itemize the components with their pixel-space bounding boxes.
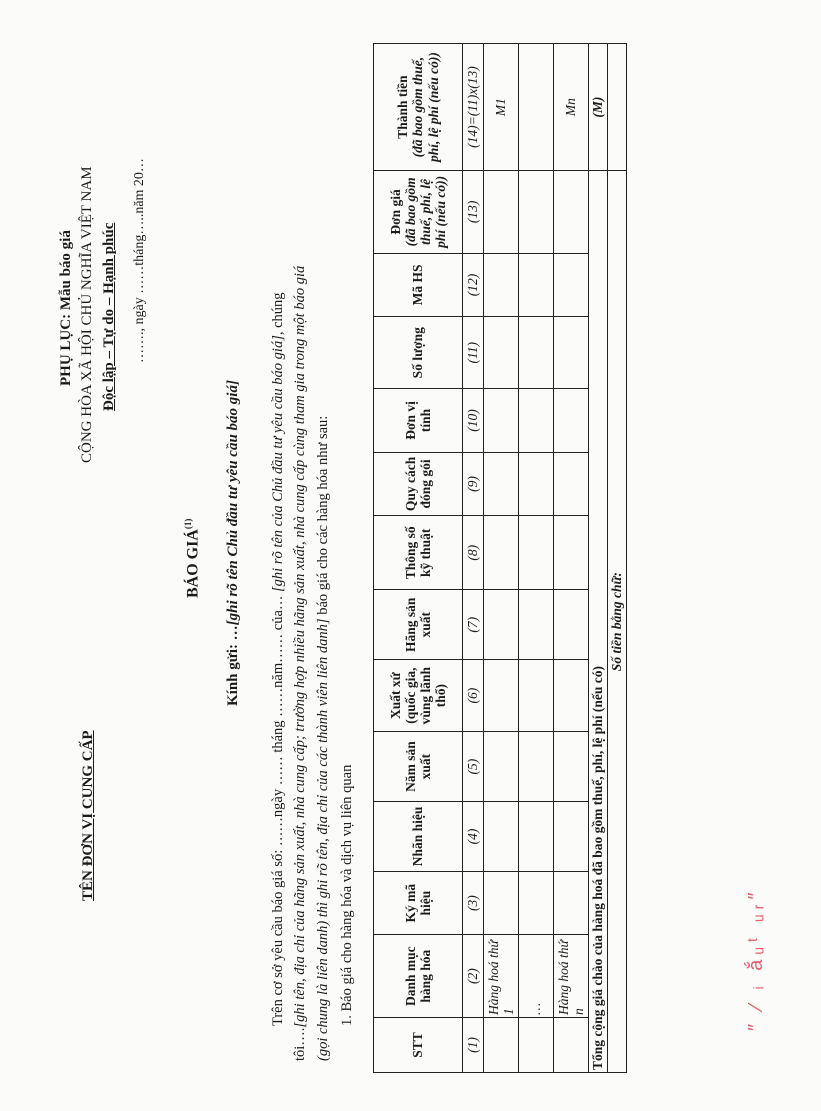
cell	[484, 660, 519, 732]
document-title	[183, 519, 202, 598]
cell	[554, 871, 589, 935]
body-line-1	[270, 292, 287, 1026]
cell	[484, 732, 519, 802]
col-quantity: Số lượng	[374, 317, 463, 389]
cell	[554, 1017, 589, 1072]
cell	[484, 317, 519, 389]
col-year: Năm sản xuất	[374, 732, 463, 802]
appendix-title: PHỤ LỤC: Mẫu báo giá	[58, 230, 74, 386]
col-brand: Nhãn hiệu	[374, 802, 463, 872]
item-name-cell: Hàng hoá thứ n	[554, 935, 589, 1018]
body-line-3	[315, 416, 332, 1061]
cell	[484, 1017, 519, 1072]
index-cell: (10)	[463, 389, 484, 453]
item-name-cell: …	[519, 935, 554, 1018]
cell	[519, 317, 554, 389]
quotation-table	[373, 43, 627, 1073]
index-cell: (5)	[463, 732, 484, 802]
cell	[554, 590, 589, 660]
cell	[484, 871, 519, 935]
cell	[554, 317, 589, 389]
amount-in-words-value	[608, 44, 627, 171]
col-specs: Thông số kỹ thuật	[374, 516, 463, 590]
cell	[484, 802, 519, 872]
table-row	[519, 44, 554, 1073]
recipient-line	[225, 380, 242, 706]
amount-cell	[519, 44, 554, 171]
cell	[554, 253, 589, 317]
cell	[519, 871, 554, 935]
index-cell: (9)	[463, 452, 484, 516]
amount-in-words-row	[608, 44, 627, 1073]
body-line-3-a: (gọi chung là liên danh) thì ghi rõ tên, địa chỉ của các thành viên liên danh]	[315, 618, 331, 1061]
index-cell: (3)	[463, 871, 484, 935]
index-cell: (12)	[463, 253, 484, 317]
total-row-value: (M)	[589, 44, 608, 171]
table-header-row	[374, 44, 463, 1073]
col-unit-price	[374, 171, 463, 254]
table-row	[484, 44, 519, 1073]
index-cell: (1)	[463, 1017, 484, 1072]
cell	[554, 802, 589, 872]
index-cell: (13)	[463, 171, 484, 254]
unit-price-note: (đã bao gồm thuế, phí, lệ phí (nếu có))	[402, 175, 449, 248]
amount-in-words-label: Số tiền bằng chữ:	[608, 171, 627, 1073]
title-text: BÁO GIÁ	[184, 529, 202, 598]
index-row	[463, 44, 484, 1073]
amount-cell: Mn	[554, 44, 589, 171]
recipient-label: Kính gửi: …	[225, 625, 241, 706]
body-line-4: 1. Báo giá cho hàng hóa và dịch vụ liên quan	[339, 764, 355, 1026]
cell	[484, 171, 519, 254]
cell	[519, 660, 554, 732]
index-cell: (11)	[463, 317, 484, 389]
col-unit: Đơn vị tính	[374, 389, 463, 453]
provider-unit-heading: TÊN ĐƠN VỊ CUNG CẤP	[80, 730, 96, 901]
body-line-1-b: [ghi rõ tên của Chủ đầu tư yêu cầu báo giá]	[270, 335, 286, 592]
col-code: Ký mã hiệu	[374, 871, 463, 935]
col-total	[374, 44, 463, 171]
col-stt: STT	[374, 1017, 463, 1072]
cell	[484, 516, 519, 590]
cell	[519, 452, 554, 516]
cell	[554, 732, 589, 802]
date-line: ……., ngày ……tháng…..năm 20…	[132, 158, 147, 363]
col-item: Danh mục hàng hóa	[374, 935, 463, 1018]
cell	[554, 660, 589, 732]
motto: Độc lập – Tự do – Hạnh phúc	[101, 222, 117, 411]
title-footnote-mark: (1)	[183, 518, 193, 530]
body-line-3-b: báo giá cho các hàng hóa như sau:	[315, 415, 331, 619]
body-line-1-c: , chúng	[270, 292, 286, 336]
cell	[519, 171, 554, 254]
index-cell: (14)=(11)x(13)	[463, 44, 484, 171]
index-cell: (8)	[463, 516, 484, 590]
cell	[484, 389, 519, 453]
index-cell: (7)	[463, 590, 484, 660]
recipient-value: [ghi rõ tên Chủ đầu tư yêu cầu báo giá]	[225, 380, 241, 626]
body-line-1-a: Trên cơ sở yêu cầu báo giá số: ……ngày …… tháng ……năm…… của…	[270, 595, 286, 1026]
cell	[554, 389, 589, 453]
col-origin: Xuất xứ (quốc gia, vùng lãnh thổ)	[374, 660, 463, 732]
col-manufacturer: Hãng sản xuất	[374, 590, 463, 660]
total-label: Thành tiền	[395, 75, 411, 139]
cell	[519, 253, 554, 317]
cell	[519, 516, 554, 590]
col-packaging: Quy cách đóng gói	[374, 452, 463, 516]
item-name-cell: Hàng hoá thứ 1	[484, 935, 519, 1018]
table-row	[554, 44, 589, 1073]
col-hs-code: Mã HS	[374, 253, 463, 317]
red-stamp-fragment: ″ ⁄ ᵢ ắᵤᵗ ᵤᵣ″	[745, 887, 767, 1031]
cell	[484, 590, 519, 660]
body-line-2-b: [ghi tên, địa chỉ của hãng sản xuất, nhà cung cấp; trường hợp nhiều hãng sản xuất, nhà cung cấp cùng tham gia trong một báo giá	[292, 265, 308, 1028]
cell	[554, 516, 589, 590]
cell	[519, 732, 554, 802]
cell	[484, 253, 519, 317]
cell	[519, 389, 554, 453]
total-row-label: Tổng cộng giá chào của hàng hoá đã bao gồm thuế, phí, lệ phí (nếu có)	[589, 171, 608, 1073]
cell	[554, 171, 589, 254]
index-cell: (4)	[463, 802, 484, 872]
amount-cell: M1	[484, 44, 519, 171]
index-cell: (2)	[463, 935, 484, 1018]
body-line-2	[292, 266, 309, 1061]
cell	[519, 1017, 554, 1072]
unit-price-label: Đơn giá	[387, 189, 403, 235]
body-line-2-a: tôi….	[292, 1027, 308, 1061]
cell	[519, 802, 554, 872]
cell	[484, 452, 519, 516]
nation-title: CỘNG HÒA XÃ HỘI CHỦ NGHĨA VIỆT NAM	[79, 166, 95, 463]
total-note: (đã bao gồm thuế, phí, lệ phí (nếu có))	[410, 52, 441, 162]
cell	[554, 452, 589, 516]
total-row	[589, 44, 608, 1073]
index-cell: (6)	[463, 660, 484, 732]
cell	[519, 590, 554, 660]
